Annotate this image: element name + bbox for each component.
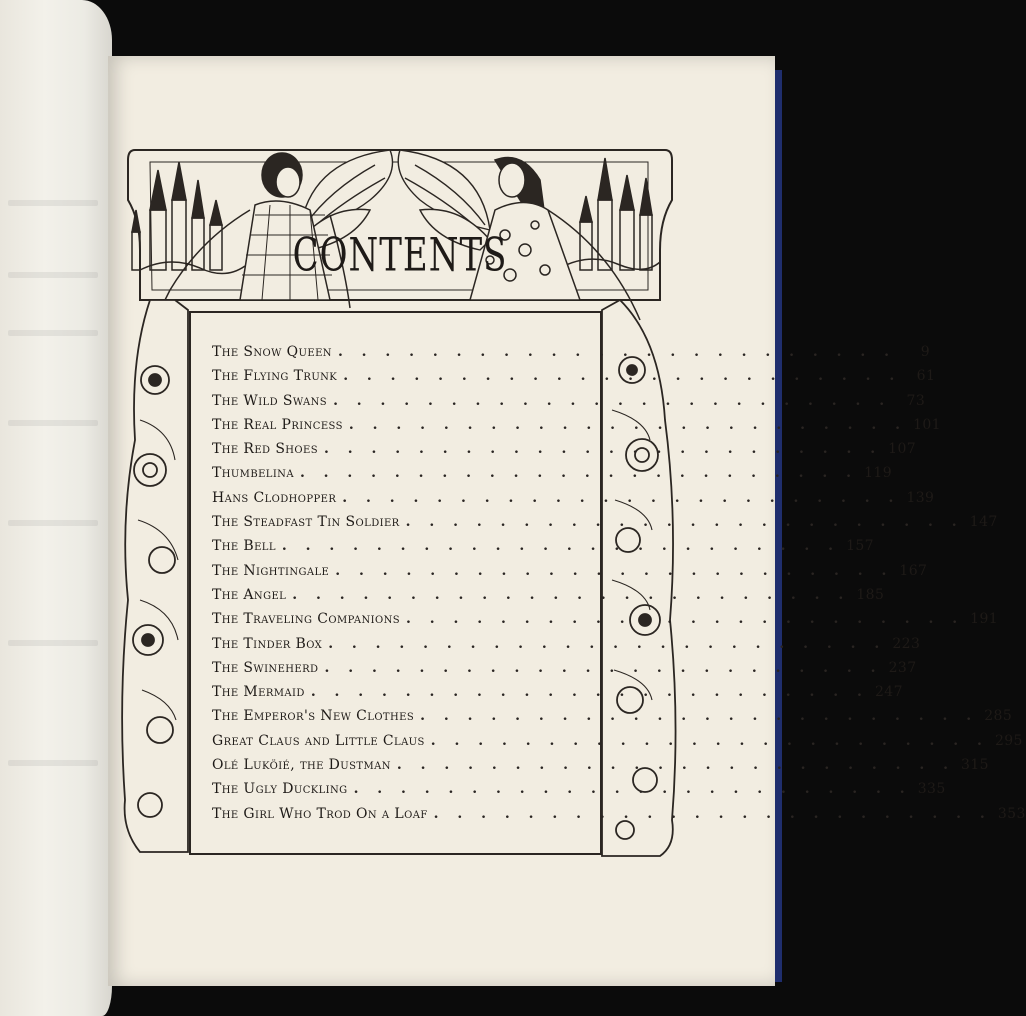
toc-entry-title: Great Claus and Little Claus [212,732,425,749]
toc-entry-page: 353 [997,805,1026,822]
dot-leader: . . . . . . . . . . . . . . . . . . . . . . . . [433,805,992,822]
toc-entry-title: The Traveling Companions [212,611,400,628]
castle-icon [560,158,660,270]
toc-entry-title: Olé Luköié, the Dustman [212,757,391,774]
toc-entry-page: 315 [961,757,989,774]
toc-entry-title: The Nightingale [212,562,330,579]
toc-entry-title: The Real Princess [212,416,343,433]
toc-entry-title: The Wild Swans [212,392,328,409]
dot-leader: . . . . . . . . . . . . . . . . . . . . . . . . [335,562,894,579]
dot-leader: . . . . . . . . . . . . . . . . . . . . . . . . [405,514,964,531]
toc-entry[interactable] [212,392,926,417]
dot-leader: . . . . . . . . . . . . . . . . . . . . . . . . [430,732,989,749]
castle-icon [132,162,245,274]
toc-entry-page: 223 [892,635,921,652]
toc-entry[interactable] [212,416,941,441]
toc-entry-title: The Emperor's New Clothes [212,708,415,725]
toc-entry[interactable] [212,805,1026,830]
toc-entry-page: 335 [917,781,946,798]
dot-leader: . . . . . . . . . . . . . . . . . . . . . . . . [342,489,901,506]
contents-list [212,344,1026,830]
dot-leader: . . . . . . . . . . . . . . . . . . . . . . . . [324,659,883,676]
toc-entry-page: 139 [906,489,935,506]
toc-entry-page: 247 [874,684,903,701]
dot-leader: . . . . . . . . . . . . . . . . . . . . . . . . [299,465,859,482]
toc-entry-title: The Ugly Duckling [212,781,348,798]
dot-leader: . . . . . . . . . . . . . . . . . . . . . . . . [348,416,907,433]
dot-leader: . . . . . . . . . . . . . . . . . . . . . . . . [333,392,892,409]
toc-entry[interactable] [212,684,903,708]
dot-leader: . . . . . . . . . . . . . . . . . . . . . . . . [292,586,851,603]
dot-leader: . . . . . . . . . . . . . . . . . . . . . . . . [310,684,869,701]
toc-entry[interactable] [212,757,989,781]
toc-entry[interactable] [212,586,885,611]
toc-entry-page: 61 [916,368,936,385]
heading-text: Contents [292,228,508,282]
dot-leader: . . . . . . . . . . . . . . . . . . . . . . . . [420,708,979,725]
toc-entry-page: 107 [888,441,917,458]
toc-entry-title: The Steadfast Tin Soldier [212,514,400,531]
toc-entry-title: The Bell [212,538,276,555]
toc-entry-title: The Angel [212,586,287,603]
toc-entry-title: The Swineherd [212,659,319,676]
page-heading [292,222,508,286]
toc-entry[interactable] [212,732,1023,757]
toc-entry[interactable] [212,611,999,635]
toc-entry[interactable] [212,659,917,684]
dot-leader: . . . . . . . . . . . . . . . . . . . . . . . . [396,757,955,774]
toc-entry[interactable] [212,441,917,465]
toc-entry-title: Hans Clodhopper [212,489,337,506]
toc-entry-page: 9 [920,344,931,360]
robe-left [122,300,188,852]
toc-entry-title: Thumbelina [212,465,294,482]
dot-leader: . . . . . . . . . . . . . . . . . . . . . . . . [353,781,912,798]
toc-entry[interactable] [212,344,931,368]
dot-leader: . . . . . . . . . . . . . . . . . . . . . . . . [328,635,887,652]
toc-entry[interactable] [212,465,893,489]
toc-entry-page: 191 [970,611,999,628]
toc-entry-page: 285 [984,708,1013,725]
toc-entry[interactable] [212,635,921,660]
toc-entry[interactable] [212,781,946,805]
toc-entry-title: The Mermaid [212,684,305,701]
toc-entry-title: The Tinder Box [212,635,323,652]
toc-entry[interactable] [212,708,1013,732]
toc-entry-page: 73 [906,392,926,409]
dot-leader: . . . . . . . . . . . . . . . . . . . . . . . . [323,441,883,458]
toc-entry-page: 167 [899,562,928,579]
toc-entry-title: The Red Shoes [212,441,318,458]
dot-leader: . . . . . . . . . . . . . . . . . . . . . . . . [281,538,840,555]
toc-entry-title: The Flying Trunk [212,368,338,385]
toc-entry[interactable] [212,489,935,514]
toc-entry[interactable] [212,562,928,587]
dot-leader: . . . . . . . . . . . . . . . . . . . . . . . . [337,344,897,360]
toc-entry-title: The Snow Queen [212,344,332,360]
toc-entry-page: 295 [994,732,1023,749]
toc-entry-page: 237 [888,659,917,676]
dot-leader: . . . . . . . . . . . . . . . . . . . . . . . . [405,611,965,628]
dot-leader: . . . . . . . . . . . . . . . . . . . . . . . . [343,368,902,385]
toc-entry-page: 185 [856,586,885,603]
toc-entry[interactable] [212,538,874,562]
toc-entry-page: 147 [969,514,998,531]
toc-entry-page: 101 [913,416,941,433]
toc-entry[interactable] [212,514,998,538]
toc-entry[interactable] [212,368,936,392]
toc-entry-page: 119 [864,465,893,482]
toc-entry-page: 157 [846,538,874,555]
toc-entry-title: The Girl Who Trod On a Loaf [212,805,428,822]
